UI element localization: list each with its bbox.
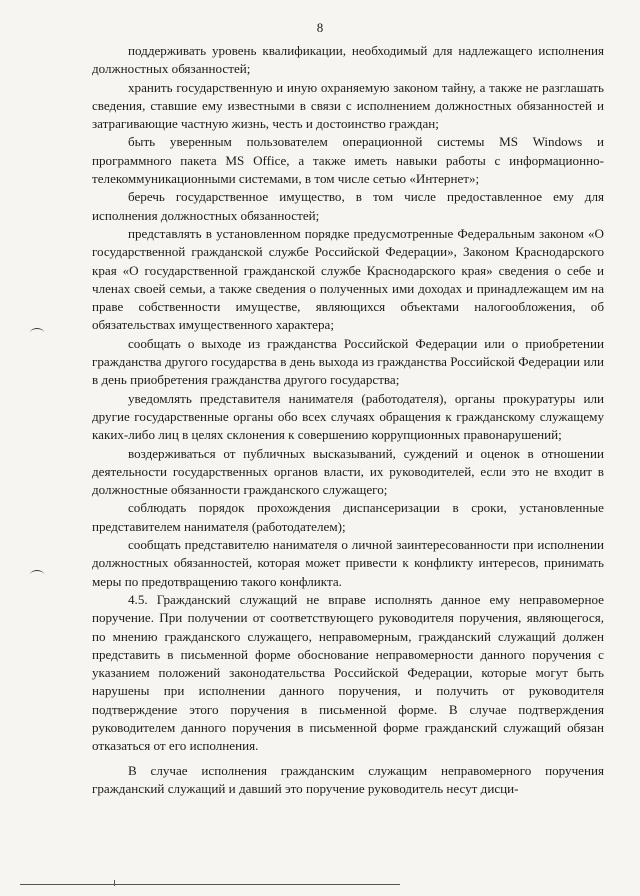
scan-edge-line <box>20 884 400 885</box>
paragraph: беречь государственное имущество, в том числе предоставленное ему для исполнения должностных обязанностей; <box>92 189 604 223</box>
paragraph: поддерживать уровень квалификации, необходимый для надлежащего исполнения должностных обязанностей; <box>92 43 604 77</box>
paragraph: сообщать представителю нанимателя о личной заинтересованности при исполнении должностных обязанностей, которая может привести к конфликту интересов, принимать меры по предотвращению такого конфликта. <box>92 537 604 589</box>
paragraph: В случае исполнения гражданским служащим неправомерного поручения гражданский служащий и давший это поручение руководитель несут дисци- <box>92 762 604 796</box>
margin-mark <box>30 570 44 579</box>
page-number: 8 <box>316 20 324 35</box>
paragraph: представлять в установленном порядке предусмотренные Федеральным законом «О государственной гражданской службе Российской Федерации», Законом Краснодарского края «О государственной гражданской службе Краснодарского края» сведения о себе и членах своей семьи, а также сведения о полученных ими доходах и принадлежащем им на праве собственности имуществе, являющихся объектами налогообложения, об обязательствах имущественного характера; <box>92 225 604 333</box>
paragraph: уведомлять представителя нанимателя (работодателя), органы прокуратуры или другие государственные органы обо всех случаях обращения к гражданскому служащему каких-либо лиц в целях склонения к совершению коррупционных правонарушений; <box>92 390 604 443</box>
scan-edge-tick <box>114 880 127 886</box>
paragraph: сообщать о выходе из гражданства Российской Федерации или о приобретении гражданства другого государства в день выхода из гражданства Российской Федерации или в день приобретения гражданства другого государства; <box>92 335 604 388</box>
document-body <box>92 42 604 798</box>
paragraph: воздерживаться от публичных высказываний, суждений и оценок в отношении деятельности государственных органов власти, их руководителей, если это не входит в должностные обязанности гражданского служащего; <box>92 445 604 498</box>
margin-mark <box>30 328 44 337</box>
paragraph: соблюдать порядок прохождения диспансеризации в сроки, установленные представителем нанимателя (работодателем); <box>92 500 604 534</box>
paragraph: быть уверенным пользователем операционной системы MS Windows и программного пакета MS Office, а также иметь навыки работы с информационно-телекоммуникационными системами, в том числе сетью «Интернет»; <box>92 134 604 187</box>
paragraph: 4.5. Гражданский служащий не вправе исполнять данное ему неправомерное поручение. При получении от соответствующего руководителя поручения, являющегося, по мнению гражданского служащего, неправомерным, гражданский служащий должен представить в письменной форме обоснование неправомерности данного поручения с указанием положений законодательства Российской Федерации, которые могут быть нарушены при исполнении данного поручения, и получить от руководителя подтверждение этого поручения в письменной форме. В случае подтверждения руководителем данного поручения в письменной форме гражданский служащий обязан отказаться от его исполнения. <box>92 591 604 754</box>
paragraph: хранить государственную и иную охраняемую законом тайну, а также не разглашать сведения, ставшие ему известными в связи с исполнением должностных обязанностей и затрагивающие частную жизнь, честь и достоинство граждан; <box>92 79 604 132</box>
